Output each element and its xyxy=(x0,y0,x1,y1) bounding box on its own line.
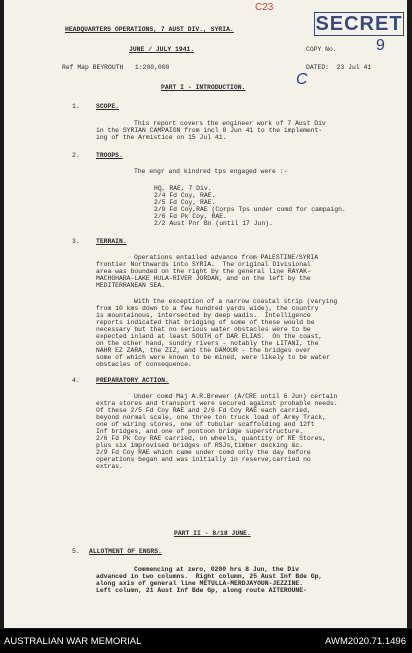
document-title: HEADQUARTERS OPERATIONS, 7 AUST DIV., SYRIA. xyxy=(65,26,234,33)
list-item: 2/4 Fd Coy, RAE. xyxy=(154,192,216,199)
body-line: obstacles of consequence. xyxy=(96,361,192,368)
body-line: is mountainous, intersected by deep wadis. Intelligence xyxy=(96,312,311,319)
body-line: Operations entailed advance from PALESTINE/SYRIA xyxy=(134,254,319,261)
archive-footer xyxy=(0,629,412,653)
body-line: Left column, 21 Aust Inf Bde Gp, along route AITEROUNE- xyxy=(96,587,307,594)
section-heading: TERRAIN. xyxy=(96,238,127,245)
body-line: from 10 kms down to a few hundred yards wide), the country xyxy=(96,305,319,312)
body-line: extra stores and transport were secured against probable needs. xyxy=(96,400,338,407)
secret-stamp: SECRET xyxy=(315,13,403,35)
section-number: 1. xyxy=(72,103,80,110)
list-item: 2/6 Fd Pk Coy, RAE. xyxy=(154,213,227,220)
reference-mark: C23 xyxy=(255,2,274,13)
section-number: 3. xyxy=(72,238,80,245)
body-line: frontier Northwards into SYRIA. The original Divisional xyxy=(96,261,311,268)
body-line: operations began and was initially in reserve,carried no xyxy=(96,456,311,463)
body-line: ing of the Armistice on 15 Jul 41. xyxy=(96,134,227,141)
body-line: one of wiring stores, one of tubular scaffolding and 12ft xyxy=(96,421,315,428)
body-line: With the exception of a narrow coastal strip (varying xyxy=(134,298,338,305)
body-line: along axis of general line METULLA-MERDJAYOUN-JEZZINE. xyxy=(96,580,304,587)
footer-accession-number: AWM2020.71.1496 xyxy=(325,636,406,647)
document-subtitle: JUNE / JULY 1941. xyxy=(129,46,195,53)
body-line: plus six improvised bridges of RSJs,timber decking &c. xyxy=(96,442,304,449)
body-line: MACHGHARA-LAKE HULA-RIVER JORDAN, and on the left by the xyxy=(96,275,311,282)
body-line: Of these 2/5 Fd Coy RAE and 2/6 Fd Coy RAE each carried, xyxy=(96,407,311,414)
body-line: Commencing at zero, 0200 hrs 8 Jun, the Div xyxy=(134,566,299,573)
section-heading: TROOPS. xyxy=(96,152,123,159)
part-1-title: PART I - INTRODUCTION. xyxy=(161,84,246,91)
handwritten-mark: C xyxy=(296,71,308,88)
body-line: This report covers the engineer work of 7 Aust Div xyxy=(134,120,326,127)
section-heading: ALLOTMENT OF ENGRS. xyxy=(89,548,162,555)
body-line: in the SYRIAN CAMPAIGN from incl 8 Jun 41 to the implement- xyxy=(96,127,323,134)
body-line: The engr and kindred tps engaged were :- xyxy=(134,168,288,175)
body-line: MEDITERRANEAN SEA. xyxy=(96,282,166,289)
body-line: Inf bridges, and one of pontoon bridge superstructure. xyxy=(96,428,304,435)
section-number: 2. xyxy=(72,152,80,159)
list-item: 2/9 Fd Coy,RAE (Corps Tps under comd for campaign. xyxy=(154,206,346,213)
footer-source: AUSTRALIAN WAR MEMORIAL xyxy=(4,636,142,647)
list-item: 2/5 Fd Coy, RAE. xyxy=(154,199,216,206)
part-2-title: PART II - 8/18 JUNE. xyxy=(174,530,251,537)
body-line: reports indicated that bridging of some of these would be xyxy=(96,319,315,326)
section-heading: PREPARATORY ACTION. xyxy=(96,377,169,384)
body-line: Under comd Maj A.R.Brewer (A/CRE until 6 Jun) certain xyxy=(134,393,338,400)
document-page xyxy=(4,0,407,628)
ref-map: Ref Map BEYROUTH 1:200,000 xyxy=(62,64,170,71)
list-item: 2/2 Aust Pnr Bn (until 17 Jun). xyxy=(154,220,273,227)
body-line: on the other hand, sundry rivers - notably the LITANI, the xyxy=(96,340,319,347)
body-line: beyond normal scale, one three ton truck load of Army Track, xyxy=(96,414,327,421)
section-heading: SCOPE. xyxy=(96,103,120,110)
body-line: NAHR EZ ZARA, the ZIZ, and the DAMOUR - the bridges over xyxy=(96,347,311,354)
body-line: advanced in two columns. Right column, 25 Aust Inf Bde Gp, xyxy=(96,573,323,580)
body-line: 2/6 Fd Pk Coy RAE carried, on wheels, quantity of RE Stores, xyxy=(96,435,327,442)
body-line: 2/9 Fd Coy RAE which came under comd only the day before xyxy=(96,449,311,456)
body-line: some of which were known to be mined, were likely to be water xyxy=(96,354,330,361)
body-line: extras. xyxy=(96,463,123,470)
dated: DATED: 23 Jul 41 xyxy=(306,64,372,71)
list-item: HQ, RAE, 7 Div. xyxy=(154,185,212,192)
body-line: expected inland at least SOUTH of DAR ELIAS. On the coast, xyxy=(96,333,323,340)
copy-label: COPY No. xyxy=(306,46,337,53)
body-line: necessary but that no serious water obstacles were to be xyxy=(96,326,311,333)
copy-number-handwritten: 9 xyxy=(376,37,385,54)
section-number: 4. xyxy=(72,377,80,384)
body-line: area was bounded on the right by the general line RAYAK- xyxy=(96,268,311,275)
section-number: 5. xyxy=(72,548,80,555)
